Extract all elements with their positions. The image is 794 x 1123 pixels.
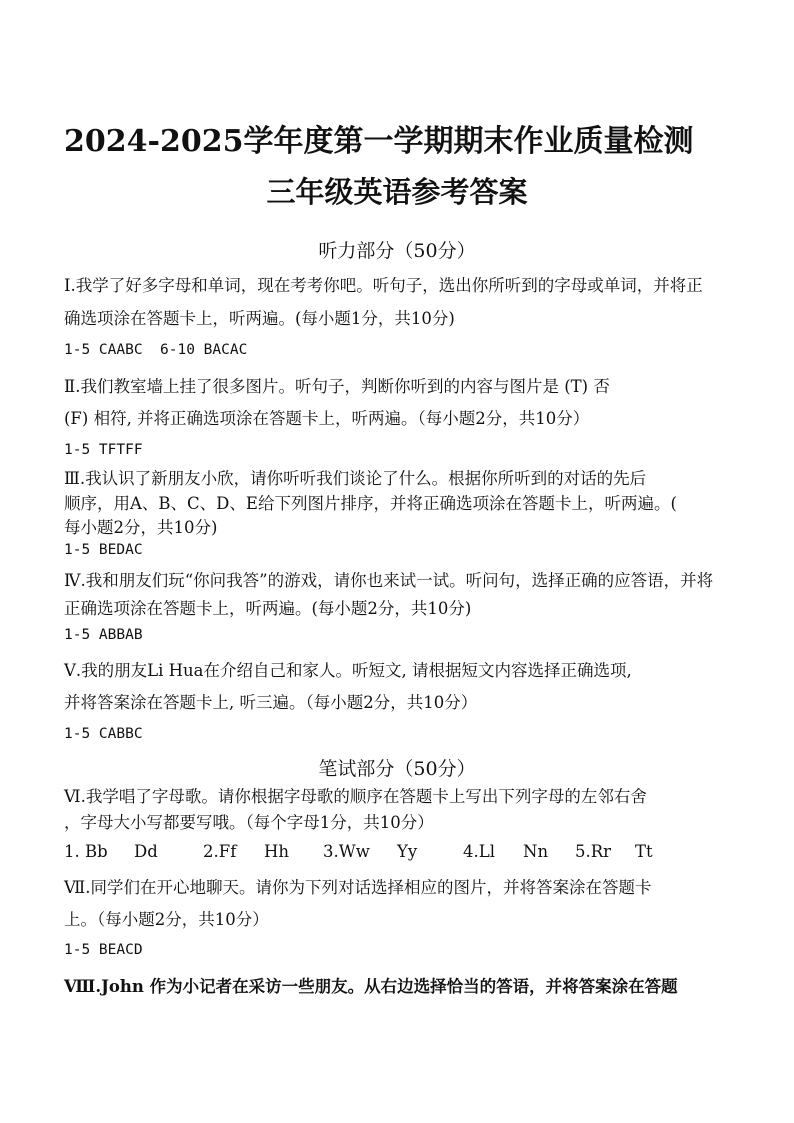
question-1-line-2: 确选项涂在答题卡上，听两遍。(每小题1分，共10分)	[64, 309, 455, 328]
q6-answer-item: Hh	[264, 842, 290, 861]
writing-section-heading: 笔试部分（50分）	[318, 758, 476, 780]
question-8-line-1: Ⅷ.John 作为小记者在采访一些朋友。从右边选择恰当的答语，并将答案涂在答题	[64, 977, 678, 996]
q6-answer-item: 5.Rr	[575, 842, 612, 861]
question-7-line-1: Ⅶ.同学们在开心地聊天。请你为下列对话选择相应的图片，并将答案涂在答题卡	[64, 878, 652, 897]
document-title: 2024-2025学年度第一学期期末作业质量检测	[64, 124, 694, 159]
question-3-line-1: Ⅲ.我认识了新朋友小欣，请你听听我们谈论了什么。根据你所听到的对话的先后	[64, 469, 647, 488]
question-2-answer: 1-5 TFTFF	[64, 442, 143, 458]
q6-answer-item: 1. Bb	[64, 842, 108, 861]
question-1-line-1: I.我学了好多字母和单词，现在考考你吧。听句子，选出你所听到的字母或单词，并将正	[64, 276, 703, 295]
question-2-line-1: Ⅱ.我们教室墙上挂了很多图片。听句子，判断你听到的内容与图片是 (T) 否	[64, 377, 610, 396]
question-7-line-2: 上。（每小题2分，共10分）	[64, 910, 269, 929]
q6-answer-item: Nn	[523, 842, 549, 861]
question-6-line-1: Ⅵ.我学唱了字母歌。请你根据字母歌的顺序在答题卡上写出下列字母的左邻右舍	[64, 787, 647, 806]
question-6-line-2: ，字母大小写都要写哦。（每个字母1分，共10分）	[64, 813, 434, 832]
question-7-answer: 1-5 BEACD	[64, 942, 143, 958]
q6-answer-item: Yy	[397, 842, 418, 861]
question-3-answer: 1-5 BEDAC	[64, 542, 143, 558]
question-2-line-2: (F) 相符, 并将正确选项涂在答题卡上，听两遍。（每小题2分，共10分）	[64, 409, 590, 428]
question-3-line-3: 每小题2分，共10分)	[64, 518, 218, 537]
q6-answer-item: Tt	[635, 842, 653, 861]
listening-section-heading: 听力部分（50分）	[318, 240, 476, 262]
q6-answer-item: 2.Ff	[203, 842, 237, 861]
question-4-answer: 1-5 ABBAB	[64, 627, 143, 643]
q6-answer-item: 3.Ww	[323, 842, 370, 861]
question-5-line-1: Ⅴ.我的朋友Li Hua在介绍自己和家人。听短文, 请根据短文内容选择正确选项,	[64, 661, 632, 680]
question-1-answer: 1-5 CAABC 6-10 BACAC	[64, 342, 248, 358]
question-3-line-2: 顺序，用A、B、C、D、E给下列图片排序，并将正确选项涂在答题卡上，听两遍。(	[64, 494, 677, 513]
document-subtitle: 三年级英语参考答案	[266, 175, 528, 209]
q6-answer-item: 4.Ll	[463, 842, 495, 861]
question-5-answer: 1-5 CABBC	[64, 726, 143, 742]
q6-answer-item: Dd	[134, 842, 158, 861]
question-5-line-2: 并将答案涂在答题卡上, 听三遍。（每小题2分，共10分）	[64, 693, 478, 712]
question-4-line-1: Ⅳ.我和朋友们玩“你问我答”的游戏，请你也来试一试。听问句，选择正确的应答语，并将	[64, 571, 714, 590]
question-4-line-2: 正确选项涂在答题卡上，听两遍。(每小题2分，共10分)	[64, 599, 472, 618]
